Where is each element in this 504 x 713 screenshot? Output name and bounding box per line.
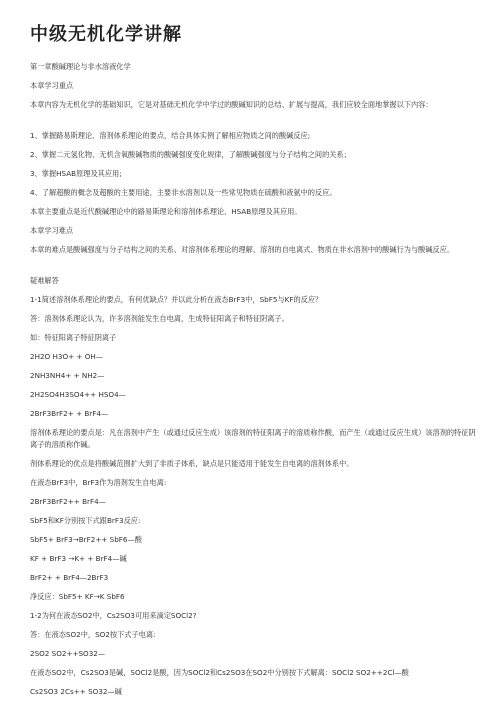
- paragraph: 本章主要重点是近代酸碱理论中的路易斯理论和溶剂体系理论、HSAB原理及其应用。: [30, 207, 302, 216]
- paragraph: 在液态BrF3中，BrF3作为溶剂发生自电离:: [30, 478, 167, 487]
- equation: 2NH3NH4+ + NH2—: [30, 371, 105, 380]
- list-item: 3、掌握HSAB原理及其应用;: [30, 169, 122, 178]
- paragraph: 溶剂体系理论的要点是：凡在溶剂中产生（或通过反应生成）该溶剂的特征阳离子的溶质称作酸，而产生（或通过反应生成）该溶剂的特征阴离子的溶质称作碱。: [30, 428, 476, 449]
- paragraph: SbF5和KF分别按下式跟BrF3反应:: [30, 516, 141, 525]
- question: 1-2为何在液态SO2中，Cs2SO3可用来滴定SOCl2?: [30, 611, 197, 620]
- section-heading: 本章学习重点: [30, 81, 74, 90]
- paragraph: 如：特征阳离子特征阴离子: [30, 333, 117, 342]
- paragraph: 本章内容为无机化学的基础知识，它是对基础无机化学中学过的酸碱知识的总结、扩展与提高，我们应较全面地掌握以下内容：: [30, 100, 433, 109]
- list-item: 4、了解超酸的概念及超酸的主要用途，主要非水溶剂以及一些常见物质在硫酸和液氨中的反应。: [30, 188, 337, 197]
- equation: 净反应：SbF5+ KF→K SbF6: [30, 592, 125, 601]
- paragraph: 在液态SO2中，Cs2SO3是碱，SOCl2是酸，因为SOCl2和Cs2SO3在SO2中分别按下式解离：SOCl2 SO2++2Cl—酸: [30, 668, 409, 677]
- answer: 答：在液态SO2中，SO2按下式子电离:: [30, 630, 156, 639]
- paragraph: 本章的难点是酸碱强度与分子结构之间的关系、对溶剂体系理论的理解、溶剂的自电离式、物质在非水溶剂中的酸碱行为与酸碱反应。: [30, 245, 455, 254]
- equation: 2H2O H3O+ + OH—: [30, 352, 103, 361]
- paragraph: 剂体系理论的优点是将酸碱范围扩大到了非质子体系，缺点是只能适用于能发生自电离的溶剂体系中。: [30, 459, 354, 468]
- section-heading: 疑难解答: [30, 276, 59, 285]
- equation: SbF5+ BrF3→BrF2++ SbF6—酸: [30, 535, 142, 544]
- equation: 2SO2 SO2++SO32—: [30, 649, 106, 658]
- equation: Cs2SO3 2Cs++ SO32—碱: [30, 687, 122, 696]
- list-item: 1、掌握路易斯理论、溶剂体系理论的要点，结合具体实例了解相应物质之间的酸碱反应;: [30, 131, 311, 140]
- equation: 2H2SO4H3SO4++ HSO4—: [30, 390, 126, 399]
- list-item: 2、掌握二元氢化物、无机含氧酸碱物质的酸碱强度变化规律，了解酸碱强度与分子结构之间的关系；: [30, 150, 351, 159]
- section-heading: 本章学习难点: [30, 226, 74, 235]
- equation: KF + BrF3 →K+ + BrF4—碱: [30, 554, 127, 563]
- equation: 2BrF3BrF2++ BrF4—: [30, 497, 106, 506]
- answer: 答：溶剂体系理论认为，许多溶剂能发生自电离，生成特征阳离子和特征阴离子。: [30, 314, 289, 323]
- document-title: 中级无机化学讲解: [30, 24, 182, 45]
- equation: 2BrF3BrF2+ + BrF4—: [30, 409, 109, 418]
- chapter-heading: 第一章酸碱理论与非水溶液化学: [30, 62, 131, 71]
- question: 1-1简述溶剂体系理论的要点，有何优缺点？并以此分析在液态BrF3中，SbF5与KF的反应？: [30, 295, 323, 304]
- equation: BrF2+ + BrF4—2BrF3: [30, 573, 109, 582]
